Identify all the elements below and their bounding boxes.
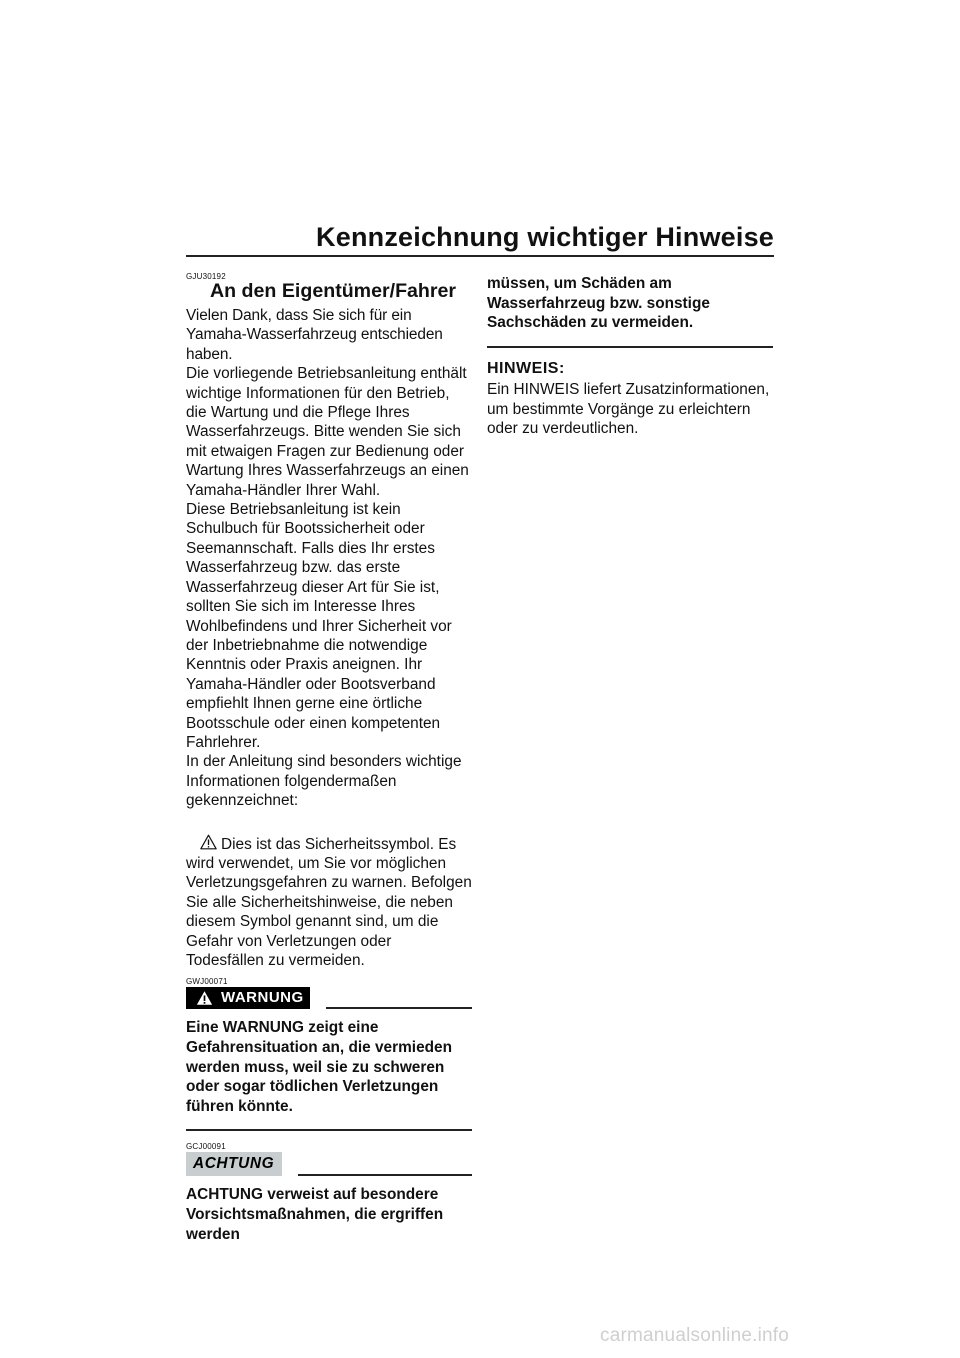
- title-rule: [186, 255, 774, 257]
- page-title: Kennzeichnung wichtiger Hinweise: [316, 222, 774, 252]
- warning-text: Eine WARNUNG zeigt eine Gefahrensituation an, die vermieden werden muss, weil sie zu schweren oder sogar tödlichen Verletzungen führen könnte.: [186, 1019, 452, 1115]
- intro-paragraph: Vielen Dank, dass Sie sich für ein Yamaha-Wasserfahrzeug entschieden haben.: [186, 307, 443, 363]
- warning-header: [186, 987, 472, 1009]
- manual-info-paragraph: Die vorliegende Betriebsanleitung enthält wichtige Informationen für den Betrieb, die Wartung und die Pflege Ihres Wasserfahrzeugs. Bitte wenden Sie sich mit etwaigen Fragen zur Bedienung oder Wartung Ihres Wasserfahrzeugs an einen Yamaha-Händler Ihrer Wahl.: [186, 365, 469, 499]
- warning-end-rule: [186, 1129, 472, 1131]
- marking-paragraph: In der Anleitung sind besonders wichtige Informationen folgendermaßen gekennzeichnet:: [186, 753, 462, 810]
- watermark: carmanualsonline.info: [600, 1325, 790, 1346]
- section-heading: An den Eigentümer/Fahrer: [210, 280, 457, 302]
- safety-alert-icon: [200, 834, 217, 850]
- safety-symbol-text: Dies ist das Sicherheitssymbol. Es wird verwendet, um Sie vor möglichen Verletzungsgefahren zu warnen. Befolgen Sie alle Sicherheitshinweise, die neben diesem Symbol genannt sind, um die Gefahr von Verletzungen oder Todesfällen zu vermeiden.: [186, 835, 472, 969]
- warning-triangle-icon: [196, 990, 213, 1006]
- caution-end-rule: [487, 346, 773, 348]
- warning-label-text: WARNUNG: [221, 989, 304, 1007]
- warning-code: GWJ00071: [186, 977, 228, 987]
- warning-label: [186, 987, 310, 1009]
- caution-header-rule: [298, 1174, 472, 1176]
- right-column: [487, 274, 773, 438]
- caution-header: [186, 1152, 472, 1176]
- safety-symbol-paragraph: [186, 834, 472, 971]
- caution-text-end: müssen, um Schäden am Wasserfahrzeug bzw. sonstige Sachschäden zu vermeiden.: [487, 275, 710, 332]
- caution-code: GCJ00091: [186, 1142, 226, 1152]
- note-text: Ein HINWEIS liefert Zusatzinformationen, um bestimmte Vorgänge zu erleichtern oder zu verdeutlichen.: [487, 381, 770, 437]
- caution-text-start: ACHTUNG verweist auf besondere Vorsichtsmaßnahmen, die ergriffen werden: [186, 1186, 444, 1243]
- caution-label: ACHTUNG: [186, 1152, 282, 1176]
- note-heading: HINWEIS:: [487, 359, 565, 377]
- left-column: [186, 272, 472, 1244]
- warning-header-rule: [326, 1007, 472, 1009]
- safety-paragraph: Diese Betriebsanleitung ist kein Schulbuch für Bootssicherheit oder Seemannschaft. Falls dies Ihr erstes Wasserfahrzeug bzw. das erste Wasserfahrzeug dieser Art für Sie ist, sollten Sie sich im Interesse Ihres Wohlbefindens und Ihrer Sicherheit vor der Inbetriebnahme die notwendige Kenntnis oder Praxis aneignen. Ihr Yamaha-Händler oder Bootsverband empfiehlt Ihnen gerne eine örtliche Bootsschule oder einen kompetenten Fahrlehrer.: [186, 501, 452, 751]
- section-code: GJU30192: [186, 272, 226, 281]
